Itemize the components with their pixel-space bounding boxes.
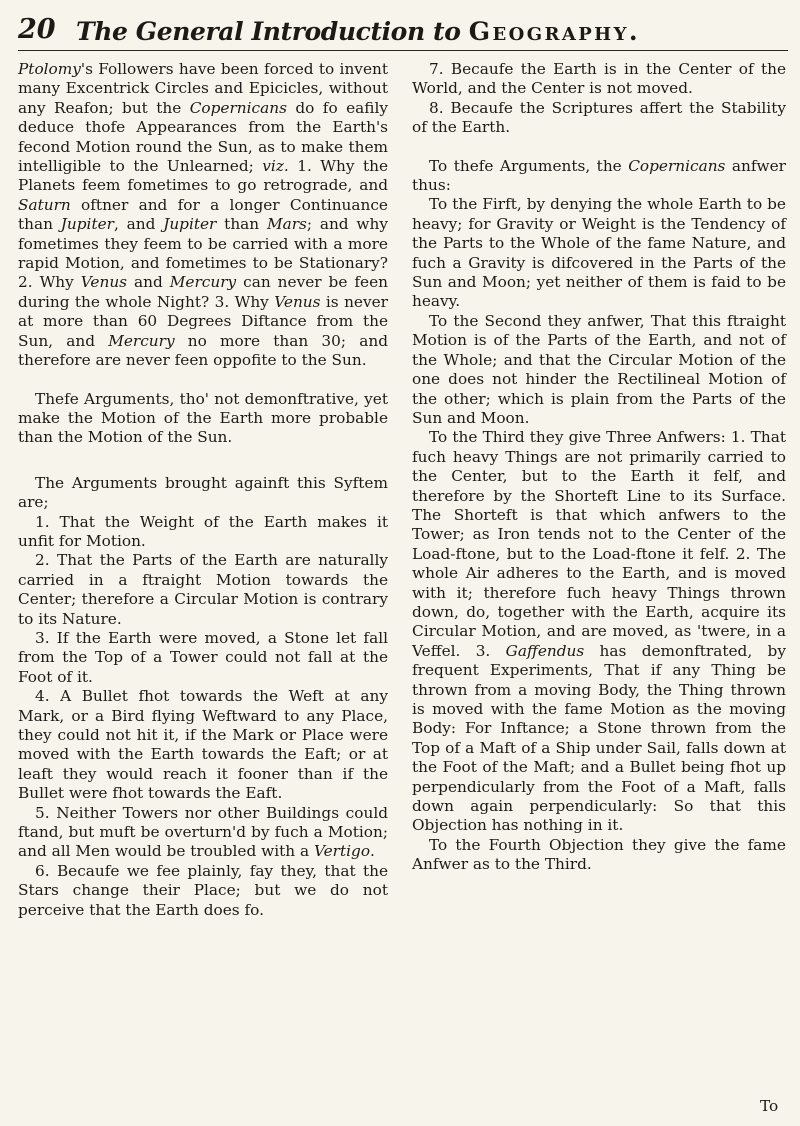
right_column-paragraph: 8. Becaufe the Scriptures affert the Stability of the Earth. (412, 98, 786, 137)
right_column-paragraph: To the Fourth Objection they give the fame Anfwer as to the Third. (412, 835, 786, 874)
left_column-paragraph: 2. That the Parts of the Earth are naturally carried in a ftraight Motion towards the Center; therefore a Circular Motion is contrary to its Nature. (18, 551, 388, 628)
left_column-paragraph: 1. That the Weight of the Earth makes it unfit for Motion. (18, 512, 388, 550)
running-title-caps: Geography. (468, 17, 640, 46)
running-header (18, 14, 788, 51)
catchword: To (760, 1097, 779, 1115)
right_column-paragraph: To the Firft, by denying the whole Earth to be heavy; for Gravity or Weight is the Tendency of the Parts to the Whole of the fame Nature, and fuch a Gravity is difcovered in the Parts of the Sun and Moon; yet neither of them is faid to be heavy. (412, 195, 786, 311)
left_column-paragraph: 5. Neither Towers nor other Buildings could ftand, but muft be overturn'd by fuch a Motion; and all Men would be troubled with a Vertigo. (18, 803, 388, 861)
left_column-paragraph: Ptolomy's Followers have been forced to invent many Excentrick Circles and Epicicles, without any Reafon; but the Copernicans do fo eafily deduce thofe Appearances from the Earth's fecond Motion round the Sun, as to make them intelligible to the Unlearned; viz. 1. Why the Planets feem fometimes to go retrograde, and Saturn oftner and for a longer Continuance than Jupiter, and Jupiter than Mars; and why fometimes they feem to be carried with a more rapid Motion, and fometimes to be Stationary? 2. Why Venus and Mercury can never be feen during the whole Night? 3. Why Venus is never at more than 60 Degrees Diftance from the Sun, and Mercury no more than 30; and therefore are never feen oppofite to the Sun. (18, 60, 389, 370)
left-column (18, 60, 388, 920)
left_column-paragraph: 4. A Bullet fhot towards the Weft at any Mark, or a Bird flying Weftward to any Place, they could not hit it, if the Mark or Place were moved with the Earth towards the Eaft; or at leaft they would reach it fooner than if the Bullet were fhot towards the Eaft. (18, 687, 388, 803)
right_column-paragraph: To thefe Arguments, the Copernicans anfwer thus: (412, 156, 786, 195)
right_column-paragraph: To the Third they give Three Anfwers: 1. That fuch heavy Things are not primarily carried to the Center, but to the Earth it felf, and therefore by the Shorteft Line to its Surface. The Shorteft is that which anfwers to the Tower; as Iron tends not to the Center of the Load-ftone, but to the Load-ftone it felf. 2. The whole Air adheres to the Earth, and is moved with it; therefore fuch heavy Things thrown down, do, together with the Earth, acquire its Circular Motion, and are moved, as 'twere, in a Veffel. 3. Gaffendus has demonftrated, by frequent Experiments, That if any Thing be thrown from a moving Body, the Thing thrown is moved with the fame Motion as the moving Body: For Inftance; a Stone thrown from the Top of a Maft of a Ship under Sail, falls down at the Foot of the Maft; and a Bullet being fhot up perpendicularly from the Foot of a Maft, falls down again perpendicularly: So that this Objection has nothing in it. (412, 428, 786, 835)
right-column (412, 60, 786, 875)
left_column-paragraph: 3. If the Earth were moved, a Stone let fall from the Top of a Tower could not fall at the Foot of it. (18, 628, 388, 686)
running-title (76, 17, 640, 46)
right_column-paragraph: To the Second they anfwer, That this ftraight Motion is of the Parts of the Earth, and not of the Whole; and that the Circular Motion of the one does not hinder the Rectilineal Motion of the other; which is plain from the Parts of the Sun and Moon. (412, 311, 786, 427)
left_column-paragraph: 6. Becaufe we fee plainly, fay they, that the Stars change their Place; but we do not perceive that the Earth does fo. (18, 861, 388, 919)
left_column-paragraph: The Arguments brought againft this Syftem are; (18, 473, 388, 512)
running-title-italic: The General Introduction to (76, 17, 461, 46)
right_column-paragraph: 7. Becaufe the Earth is in the Center of the World, and the Center is not moved. (412, 60, 786, 98)
left_column-paragraph: Thefe Arguments, tho' not demonftrative, yet make the Motion of the Earth more probable than the Motion of the Sun. (18, 389, 388, 447)
page-number: 20 (18, 14, 56, 45)
